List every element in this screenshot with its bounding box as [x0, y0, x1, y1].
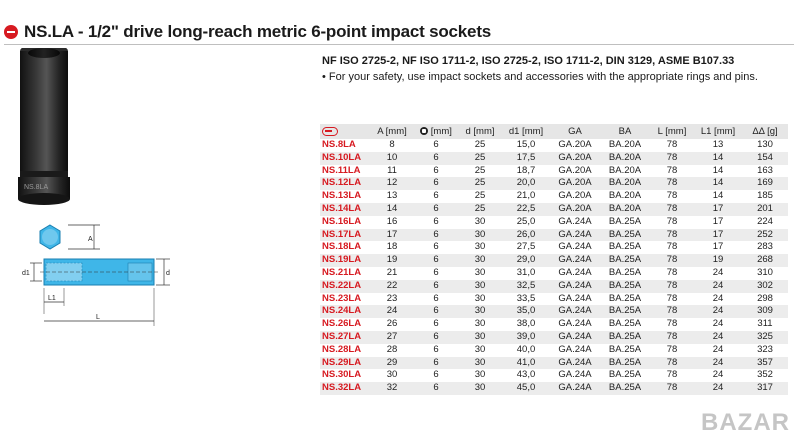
table-row — [320, 203, 788, 216]
table-row — [320, 318, 788, 331]
cell-l: 78 — [650, 203, 694, 216]
cell-l1: 24 — [712, 343, 724, 355]
cell-l: 78 — [650, 382, 694, 395]
table-row — [320, 305, 788, 318]
cell-a: 23 — [386, 292, 398, 304]
brand-logo-icon — [4, 25, 18, 39]
col-header-reference — [320, 124, 370, 139]
dimension-l-label: L — [96, 314, 100, 321]
col-header-weight: ΔΔ [g] — [742, 124, 788, 139]
col-header-a: A [mm] — [370, 124, 414, 139]
cell-d1: 41,0 — [502, 357, 550, 370]
cell-ba: BA.25A — [600, 254, 650, 267]
cell-d1: 38,0 — [516, 318, 536, 330]
table-row — [320, 293, 788, 306]
cell-l1: 14 — [694, 152, 742, 165]
cell-ga: GA.20A — [558, 139, 592, 150]
cell-weight: 252 — [742, 229, 788, 242]
cell-a: 14 — [370, 203, 414, 216]
cell-l1: 19 — [694, 254, 742, 267]
cell-ba: BA.20A — [600, 203, 650, 216]
cell-reference: NS.27LA — [320, 331, 370, 344]
cell-reference: NS.21LA — [322, 266, 362, 278]
cell-ba: BA.20A — [600, 177, 650, 190]
cell-d: 30 — [474, 343, 486, 355]
cell-d1: 32,5 — [502, 280, 550, 293]
cell-ga: GA.20A — [550, 203, 600, 216]
cell-l: 78 — [650, 357, 694, 370]
cell-ga: GA.24A — [558, 318, 592, 330]
cell-a: 8 — [389, 139, 395, 150]
cell-d: 30 — [474, 241, 486, 253]
cell-a: 29 — [370, 357, 414, 370]
cell-ga: GA.24A — [558, 292, 592, 304]
cell-weight: 357 — [742, 357, 788, 370]
cell-l1: 17 — [694, 229, 742, 242]
cell-d1: 39,0 — [502, 331, 550, 344]
cell-ga: GA.24A — [550, 280, 600, 293]
page-title: NS.LA - 1/2" drive long-reach metric 6-point impact sockets — [24, 22, 492, 41]
title-bar — [4, 20, 796, 44]
cell-l: 78 — [650, 177, 694, 190]
table-row — [320, 139, 788, 152]
hex-drive-icon — [420, 127, 428, 135]
cell-d1: 21,0 — [516, 190, 536, 202]
cell-l1: 24 — [694, 382, 742, 395]
cell-a: 28 — [386, 343, 398, 355]
cell-reference: NS.18LA — [322, 241, 362, 253]
cell-drive: 6 — [433, 164, 439, 176]
cell-d: 30 — [458, 280, 502, 293]
cell-d1: 35,0 — [502, 305, 550, 318]
cell-a: 13 — [386, 190, 398, 202]
cell-d: 25 — [474, 190, 486, 202]
cell-ba: BA.25A — [608, 266, 642, 278]
cell-ga: GA.24A — [550, 305, 600, 318]
table-row — [320, 357, 788, 370]
cell-drive: 6 — [414, 280, 458, 293]
table-row — [320, 152, 788, 165]
col-header-d1: d1 [mm] — [502, 124, 550, 139]
cell-a: 21 — [386, 266, 398, 278]
specifications — [322, 55, 792, 83]
cell-l1: 17 — [694, 203, 742, 216]
cell-ba: BA.20A — [600, 152, 650, 165]
cell-drive: 6 — [414, 254, 458, 267]
cell-drive: 6 — [433, 343, 439, 355]
cell-reference: NS.29LA — [320, 357, 370, 370]
cell-a: 17 — [370, 229, 414, 242]
cell-d1: 43,0 — [516, 369, 536, 381]
table-row — [320, 241, 788, 254]
cell-drive: 6 — [433, 241, 439, 253]
col-header-l1: L1 [mm] — [694, 124, 742, 139]
cell-ga: GA.20A — [558, 190, 592, 202]
cell-reference: NS.17LA — [320, 229, 370, 242]
cell-d: 30 — [474, 318, 486, 330]
cell-ba: BA.20A — [608, 190, 642, 202]
cell-weight: 163 — [757, 164, 773, 176]
cell-ga: GA.24A — [550, 254, 600, 267]
cell-l: 78 — [666, 241, 678, 253]
table-row — [320, 190, 788, 203]
cell-d: 25 — [474, 139, 486, 150]
cell-d: 30 — [458, 357, 502, 370]
cell-weight: 201 — [742, 203, 788, 216]
cell-d: 30 — [458, 229, 502, 242]
cell-reference: NS.22LA — [320, 280, 370, 293]
cell-d1: 22,5 — [502, 203, 550, 216]
cell-l1: 14 — [712, 190, 724, 202]
cell-l: 78 — [666, 318, 678, 330]
dimension-d1-label: d1 — [22, 270, 30, 277]
cell-reference: NS.32LA — [320, 382, 370, 395]
cell-d1: 26,0 — [502, 229, 550, 242]
cell-ba: BA.25A — [608, 292, 642, 304]
cell-weight: 302 — [742, 280, 788, 293]
cell-reference: NS.10LA — [320, 152, 370, 165]
cell-ba: BA.25A — [600, 382, 650, 395]
cell-l: 78 — [666, 292, 678, 304]
table-row — [320, 369, 788, 382]
cell-d: 30 — [458, 305, 502, 318]
table-header-row — [320, 124, 788, 139]
cell-ga: GA.20A — [550, 177, 600, 190]
cell-l: 78 — [650, 229, 694, 242]
cell-d1: 40,0 — [516, 343, 536, 355]
cell-d: 25 — [474, 164, 486, 176]
cell-a: 10 — [370, 152, 414, 165]
svg-text:NS.8LA: NS.8LA — [24, 184, 49, 191]
table-row — [320, 229, 788, 242]
cell-weight: 154 — [742, 152, 788, 165]
cell-reference: NS.24LA — [320, 305, 370, 318]
dimension-d-label: d — [166, 270, 170, 277]
cell-d: 25 — [458, 152, 502, 165]
cell-weight: 317 — [742, 382, 788, 395]
cell-d: 30 — [474, 215, 486, 227]
cell-ba: BA.25A — [608, 369, 642, 381]
cell-ga: GA.24A — [558, 266, 592, 278]
cell-drive: 6 — [414, 305, 458, 318]
cell-a: 26 — [386, 318, 398, 330]
table-row — [320, 254, 788, 267]
cell-d1: 31,0 — [516, 266, 536, 278]
cell-drive: 6 — [414, 203, 458, 216]
cell-ga: GA.24A — [558, 343, 592, 355]
cell-weight: 268 — [742, 254, 788, 267]
cell-ba: BA.25A — [600, 280, 650, 293]
dimension-a-label: A — [88, 236, 93, 243]
cell-d1: 18,7 — [516, 164, 536, 176]
cell-ba: BA.25A — [608, 241, 642, 253]
cell-a: 32 — [370, 382, 414, 395]
cell-l: 78 — [666, 343, 678, 355]
dimension-l1-label: L1 — [48, 295, 56, 302]
cell-ba: BA.25A — [600, 229, 650, 242]
cell-d: 30 — [474, 369, 486, 381]
cell-a: 18 — [386, 241, 398, 253]
cell-ga: GA.24A — [558, 215, 592, 227]
cell-l1: 17 — [712, 241, 724, 253]
cell-drive: 6 — [433, 318, 439, 330]
cell-d1: 20,0 — [502, 177, 550, 190]
table-body — [320, 139, 788, 395]
cell-l1: 24 — [694, 305, 742, 318]
cell-ga: GA.24A — [558, 241, 592, 253]
cell-a: 30 — [386, 369, 398, 381]
cell-l: 78 — [650, 254, 694, 267]
cell-drive: 6 — [433, 139, 439, 150]
cell-ga: GA.20A — [558, 164, 592, 176]
cell-weight: 298 — [757, 292, 773, 304]
cell-weight: 283 — [757, 241, 773, 253]
cell-a: 19 — [370, 254, 414, 267]
cell-a: 11 — [387, 164, 397, 176]
cell-l1: 24 — [712, 266, 724, 278]
table-row — [320, 165, 788, 178]
technical-drawing — [20, 222, 180, 332]
cell-l: 78 — [666, 369, 678, 381]
cell-l1: 24 — [712, 318, 724, 330]
cell-reference: NS.19LA — [320, 254, 370, 267]
cell-ga: GA.24A — [550, 382, 600, 395]
cell-drive: 6 — [433, 215, 439, 227]
cell-d1: 33,5 — [516, 292, 536, 304]
cell-l1: 24 — [712, 369, 724, 381]
cell-drive: 6 — [414, 152, 458, 165]
cell-drive: 6 — [414, 177, 458, 190]
col-header-ga: GA — [550, 124, 600, 139]
cell-ba: BA.25A — [608, 318, 642, 330]
cell-ba: BA.25A — [608, 343, 642, 355]
cell-ga: GA.20A — [550, 152, 600, 165]
cell-ba: BA.20A — [608, 139, 642, 150]
cell-a: 22 — [370, 280, 414, 293]
cell-d: 25 — [458, 177, 502, 190]
watermark-logo: BAZAR — [701, 409, 790, 436]
cell-d1: 25,0 — [516, 215, 536, 227]
table-row — [320, 344, 788, 357]
cell-l1: 24 — [712, 292, 724, 304]
cell-d: 30 — [458, 331, 502, 344]
col-header-drive — [414, 124, 458, 139]
cell-ba: BA.25A — [600, 305, 650, 318]
cell-l1: 17 — [712, 215, 724, 227]
cell-drive: 6 — [433, 190, 439, 202]
cell-l: 78 — [650, 331, 694, 344]
cell-weight: 130 — [757, 139, 773, 150]
cell-drive: 6 — [414, 357, 458, 370]
cell-ba: BA.20A — [608, 164, 642, 176]
cell-drive: 6 — [414, 229, 458, 242]
cell-weight: 185 — [757, 190, 773, 202]
cell-weight: 224 — [757, 215, 773, 227]
cell-d1: 29,0 — [502, 254, 550, 267]
safety-note: • For your safety, use impact sockets and accessories with the appropriate rings and pins. — [322, 71, 758, 83]
cell-ga: GA.24A — [550, 229, 600, 242]
cell-d: 30 — [458, 382, 502, 395]
cell-weight: 311 — [757, 318, 773, 330]
table-row — [320, 267, 788, 280]
cell-d: 30 — [474, 266, 486, 278]
cell-reference: NS.16LA — [322, 215, 362, 227]
cell-ga: GA.24A — [550, 357, 600, 370]
brand-mini-icon — [322, 127, 338, 136]
cell-d: 30 — [474, 292, 486, 304]
table-row — [320, 331, 788, 344]
table-row — [320, 216, 788, 229]
cell-reference: NS.28LA — [322, 343, 362, 355]
cell-reference: NS.26LA — [322, 318, 362, 330]
cell-weight: 310 — [757, 266, 773, 278]
cell-ba: BA.25A — [600, 357, 650, 370]
table-row — [320, 177, 788, 190]
cell-ga: GA.24A — [558, 369, 592, 381]
cell-reference: NS.30LA — [322, 369, 362, 381]
standards-line: NF ISO 2725-2, NF ISO 1711-2, ISO 2725-2, ISO 1711-2, DIN 3129, ASME B107.33 — [322, 55, 735, 67]
cell-d1: 45,0 — [502, 382, 550, 395]
col-header-ba: BA — [600, 124, 650, 139]
cell-reference: NS.23LA — [322, 292, 362, 304]
cell-weight: 325 — [742, 331, 788, 344]
cell-l1: 24 — [694, 280, 742, 293]
col-header-d: d [mm] — [458, 124, 502, 139]
cell-reference: NS.13LA — [322, 190, 362, 202]
cell-drive: 6 — [433, 266, 439, 278]
cell-l: 78 — [650, 305, 694, 318]
title-divider — [4, 44, 794, 45]
cell-ga: GA.24A — [550, 331, 600, 344]
cell-ba: BA.25A — [608, 215, 642, 227]
cell-l1: 24 — [694, 331, 742, 344]
cell-l: 78 — [650, 152, 694, 165]
cell-l1: 24 — [694, 357, 742, 370]
cell-l: 78 — [666, 190, 678, 202]
cell-d1: 27,5 — [516, 241, 536, 253]
cell-drive: 6 — [414, 331, 458, 344]
cell-a: 27 — [370, 331, 414, 344]
cell-weight: 309 — [742, 305, 788, 318]
col-header-drive-unit: [mm] — [430, 126, 452, 137]
cell-l: 78 — [666, 215, 678, 227]
cell-weight: 323 — [757, 343, 773, 355]
cell-l: 78 — [666, 139, 678, 150]
cell-drive: 6 — [433, 292, 439, 304]
cell-d: 30 — [458, 254, 502, 267]
cell-drive: 6 — [433, 369, 439, 381]
cell-l1: 13 — [712, 139, 724, 150]
cell-d: 25 — [458, 203, 502, 216]
cell-l: 78 — [650, 280, 694, 293]
cell-l1: 14 — [694, 177, 742, 190]
cell-a: 16 — [386, 215, 398, 227]
cell-a: 12 — [370, 177, 414, 190]
table-row — [320, 382, 788, 395]
col-header-l: L [mm] — [650, 124, 694, 139]
product-photo — [0, 48, 300, 223]
cell-d1: 17,5 — [502, 152, 550, 165]
cell-d1: 15,0 — [516, 139, 536, 150]
cell-reference: NS.8LA — [322, 139, 356, 150]
cell-l: 78 — [666, 164, 678, 176]
table-row — [320, 280, 788, 293]
cell-reference: NS.14LA — [320, 203, 370, 216]
cell-reference: NS.11LA — [322, 164, 361, 176]
cell-l: 78 — [666, 266, 678, 278]
sockets-table — [320, 124, 788, 395]
cell-weight: 352 — [757, 369, 773, 381]
cell-l1: 14 — [712, 164, 724, 176]
cell-ba: BA.25A — [600, 331, 650, 344]
cell-drive: 6 — [414, 382, 458, 395]
cell-reference: NS.12LA — [320, 177, 370, 190]
cell-weight: 169 — [742, 177, 788, 190]
cell-a: 24 — [370, 305, 414, 318]
